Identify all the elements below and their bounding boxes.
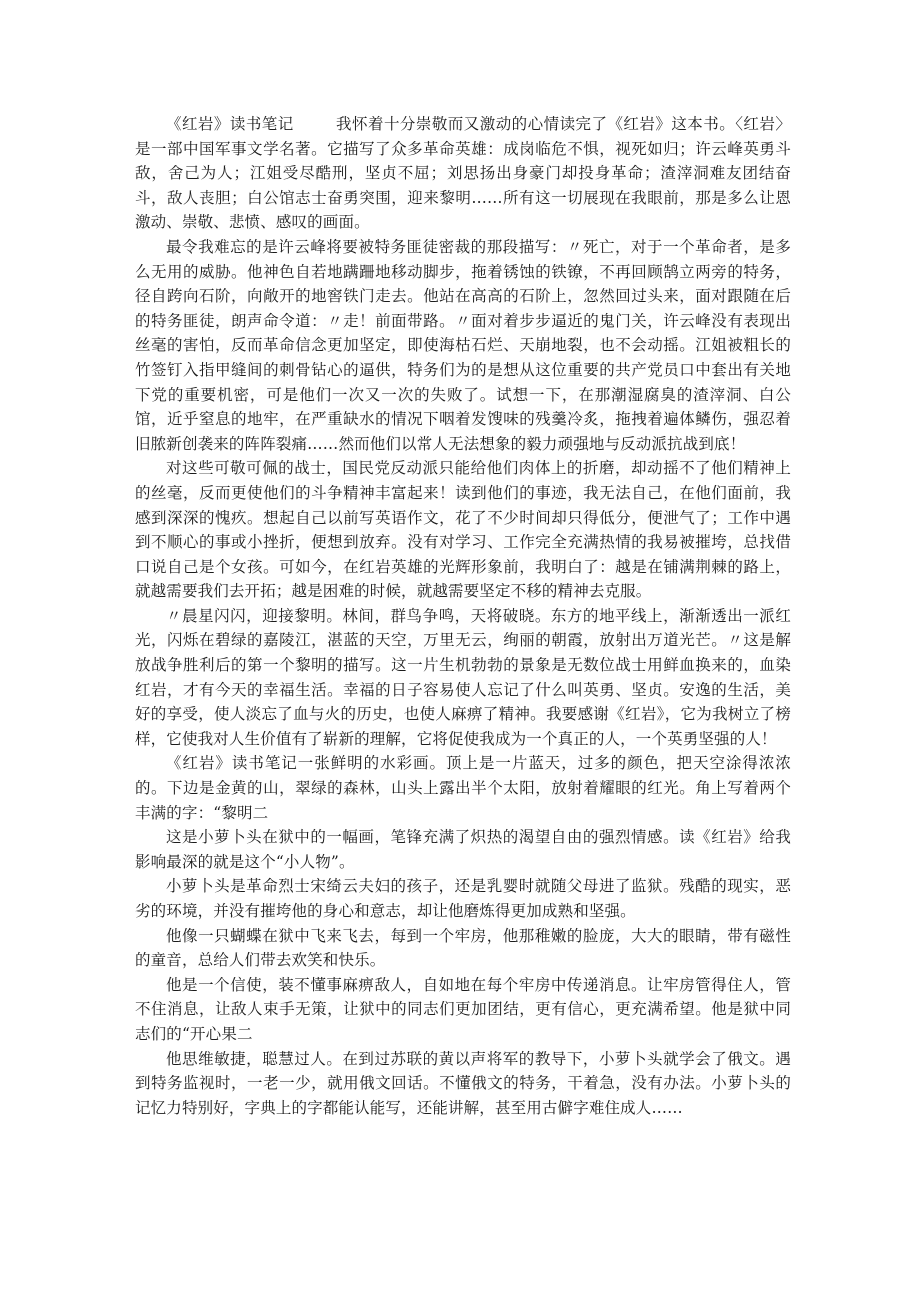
paragraph-8: 他是一个信使，装不懂事麻痹敌人，自如地在每个牢房中传递消息。让牢房管得住人，管不住消息，让敌人束手无策，让狱中的同志们更加团结，更有信心，更充满希望。他是狱中同志们的“开心果二 [135, 975, 791, 1043]
paragraph-4: 《红岩》读书笔记一张鲜明的水彩画。顶上是一片蓝天，过多的颜色，把天空涂得浓浓的。下边是金黄的山，翠绿的森林，山头上露出半个太阳，放射着耀眼的红光。角上写着两个丰满的字：“黎明二 [135, 754, 791, 822]
paragraph-9: 他思维敏捷，聪慧过人。在到过苏联的黄以声将军的教导下，小萝卜头就学会了俄文。遇到特务监视时，一老一少，就用俄文回话。不懂俄文的特务，干着急，没有办法。小萝卜头的记忆力特别好，字典上的字都能认能写，还能讲解，甚至用古僻字难住成人…… [135, 1049, 791, 1117]
paragraph-5: 这是小萝卜头在狱中的一幅画，笔锋充满了炽热的渴望自由的强烈情感。读《红岩》给我影响最深的就是这个“小人物”。 [135, 828, 791, 871]
intro-text: 我怀着十分崇敬而又激动的心情读完了《红岩》这本书。〈红岩〉是一部中国军事文学名著。它描写了众多革命英雄：成岗临危不惧，视死如归；许云峰英勇斗敌，舍己为人；江姐受尽酷刑，坚贞不屈；刘思扬出身豪门却投身革命；渣滓洞难友团结奋斗，敌人丧胆；白公馆志士奋勇突围，迎来黎明……所有这一切展现在我眼前，那是多么让恩激动、崇敬、悲愤、感叹的画面。 [135, 115, 791, 232]
intro-paragraph [135, 112, 791, 235]
document-page [135, 112, 791, 1120]
paragraph-3: 〃晨星闪闪，迎接黎明。林间，群鸟争鸣，天将破晓。东方的地平线上，渐渐透出一派红光，闪烁在碧绿的嘉陵江，湛蓝的天空，万里无云，绚丽的朝霞，放射出万道光芒。〃这是解放战争胜利后的第一个黎明的描写。这一片生机勃勃的景象是无数位战士用鲜血换来的，血染红岩，才有今天的幸福生活。幸福的日子容易使人忘记了什么叫英勇、坚贞。安逸的生活，美好的享受，使人淡忘了血与火的历史，也使人麻痹了精神。我要感谢《红岩》，它为我树立了榜样，它使我对人生价值有了崭新的理解，它将促使我成为一个真正的人，一个英勇坚强的人！ [135, 606, 791, 748]
paragraph-2: 对这些可敬可佩的战士，国民党反动派只能给他们肉体上的折磨，却动摇不了他们精神上的丝毫，反而更使他们的斗争精神丰富起来！读到他们的事迹，我无法自己，在他们面前，我感到深深的愧疚。想起自己以前写英语作文，花了不少时间却只得低分，便泄气了；工作中遇到不顺心的事或小挫折，便想到放弃。没有对学习、工作完全充满热情的我易被摧垮，总找借口说自己是个女孩。可如今，在红岩英雄的光辉形象前，我明白了：越是在铺满荆棘的路上，就越需要我们去开拓；越是困难的时候，就越需要坚定不移的精神去克服。 [135, 459, 791, 601]
paragraph-1: 最令我难忘的是许云峰将要被特务匪徒密裁的那段描写：〃死亡，对于一个革命者，是多么无用的威胁。他神色自若地蹒跚地移动脚步，拖着锈蚀的铁镣，不再回顾鹄立两旁的特务，径自跨向石阶，向敞开的地窖铁门走去。他站在高高的石阶上，忽然回过头来，面对跟随在后的特务匪徒，朗声命令道：〃走！前面带路。〃面对着步步逼近的鬼门关，许云峰没有表现出丝毫的害怕，反而革命信念更加坚定，即使海枯石烂、天崩地裂，也不会动摇。江姐被粗长的竹签钉入指甲缝间的刺骨钻心的逼供，特务们为的是想从这位重要的共产党员口中套出有关地下党的重要机密，可是他们一次又一次的失败了。试想一下，在那潮湿腐臭的渣滓洞、白公馆，近乎窒息的地牢，在严重缺水的情况下咽着发馊味的残羹冷炙，拖拽着遍体鳞伤，强忍着旧脓新创袭来的阵阵裂痛……然而他们以常人无法想象的毅力顽强地与反动派抗战到底！ [135, 237, 791, 453]
paragraph-6: 小萝卜头是革命烈士宋绮云夫妇的孩子，还是乳婴时就随父母进了监狱。残酷的现实，恶劣的环境，并没有摧垮他的身心和意志，却让他磨炼得更加成熟和坚强。 [135, 877, 791, 920]
paragraph-7: 他像一只蝴蝶在狱中飞来飞去，每到一个牢房，他那稚嫩的脸庞，大大的眼睛，带有磁性的童音，总给人们带去欢笑和快乐。 [135, 926, 791, 970]
document-title: 《红岩》读书笔记 [166, 115, 294, 133]
